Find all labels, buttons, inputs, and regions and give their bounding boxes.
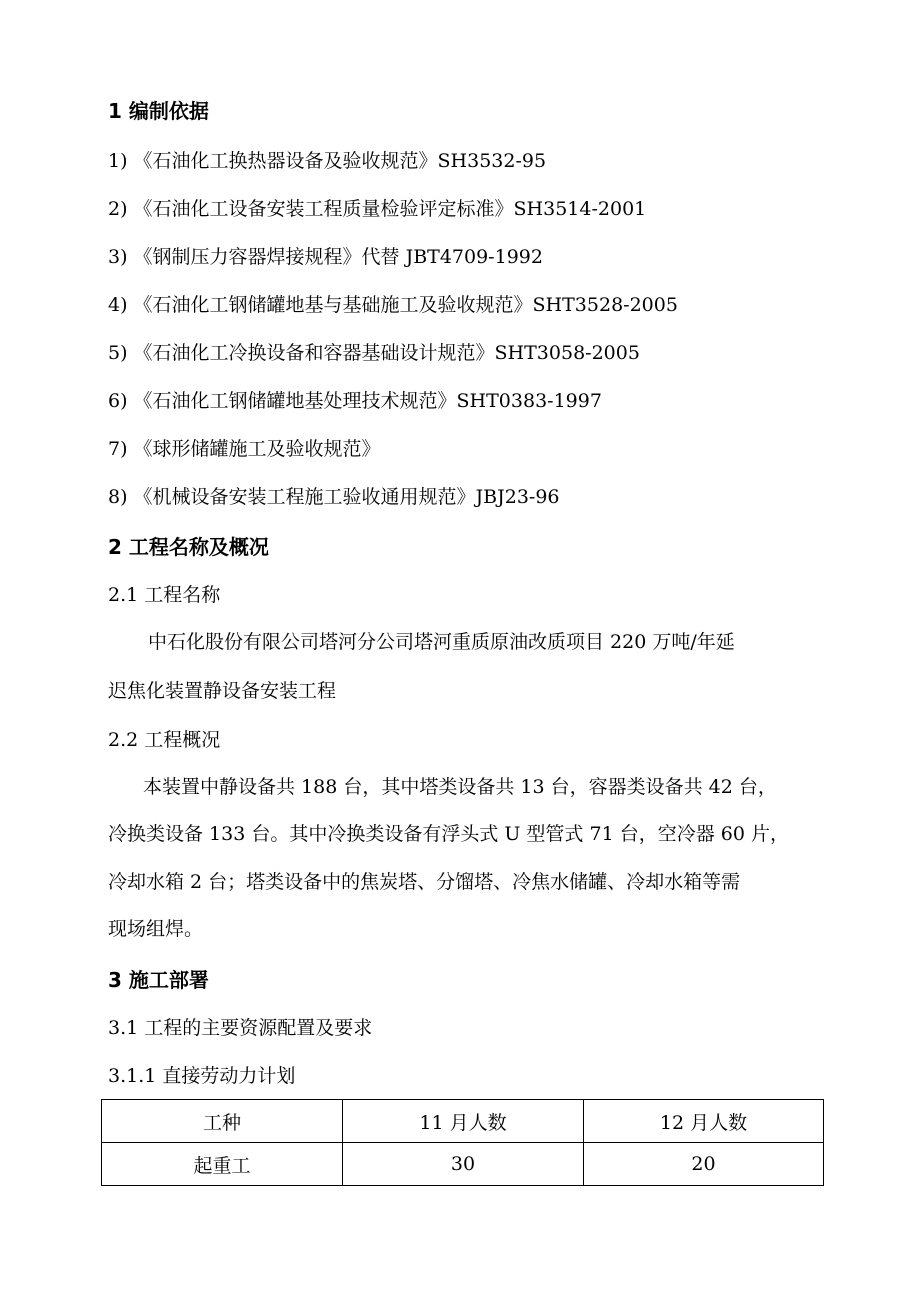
basis-item-8: 8) 《机械设备安装工程施工验收通用规范》JBJ23-96: [108, 486, 560, 508]
basis-item-4: 4) 《石油化工钢储罐地基与基础施工及验收规范》SHT3528-2005: [108, 294, 678, 316]
heading-deployment: 3 施工部署: [108, 968, 209, 992]
table-cell-dec: 20: [584, 1143, 824, 1186]
basis-item-7: 7) 《球形储罐施工及验收规范》: [108, 438, 381, 460]
basis-item-6: 6) 《石油化工钢储罐地基处理技术规范》SHT0383-1997: [108, 390, 602, 412]
subheading-project-overview: 2.2 工程概况: [108, 729, 221, 751]
project-name-line-1: 中石化股份有限公司塔河分公司塔河重质原油改质项目 220 万吨/年延: [148, 631, 735, 653]
labor-plan-table: [101, 1099, 824, 1186]
overview-line-1: 本装置中静设备共 188 台，其中塔类设备共 13 台，容器类设备共 42 台，: [143, 776, 777, 798]
basis-item-5: 5) 《石油化工冷换设备和容器基础设计规范》SHT3058-2005: [108, 342, 640, 364]
table-header-dec: 12 月人数: [584, 1100, 824, 1143]
heading-basis: 1 编制依据: [108, 99, 209, 123]
basis-item-3: 3) 《钢制压力容器焊接规程》代替 JBT4709-1992: [108, 246, 543, 268]
subheading-labor-plan: 3.1.1 直接劳动力计划: [108, 1065, 296, 1087]
table-header-trade: 工种: [102, 1100, 343, 1143]
overview-line-3: 冷却水箱 2 台；塔类设备中的焦炭塔、分馏塔、冷焦水储罐、冷却水箱等需: [108, 871, 741, 893]
table-header-row: [102, 1100, 824, 1143]
table-cell-trade: 起重工: [102, 1143, 343, 1186]
table-cell-nov: 30: [343, 1143, 584, 1186]
basis-item-2: 2) 《石油化工设备安装工程质量检验评定标准》SH3514-2001: [108, 198, 647, 220]
subheading-resources: 3.1 工程的主要资源配置及要求: [108, 1017, 373, 1039]
project-name-line-2: 迟焦化装置静设备安装工程: [108, 680, 337, 702]
table-header-nov: 11 月人数: [343, 1100, 584, 1143]
heading-project: 2 工程名称及概况: [108, 535, 269, 559]
overview-line-4: 现场组焊。: [108, 918, 204, 940]
overview-line-2: 冷换类设备 133 台。其中冷换类设备有浮头式 U 型管式 71 台，空冷器 60 片，: [108, 823, 789, 845]
table-row: [102, 1143, 824, 1186]
subheading-project-name: 2.1 工程名称: [108, 584, 221, 606]
basis-item-1: 1) 《石油化工换热器设备及验收规范》SH3532-95: [108, 150, 547, 172]
